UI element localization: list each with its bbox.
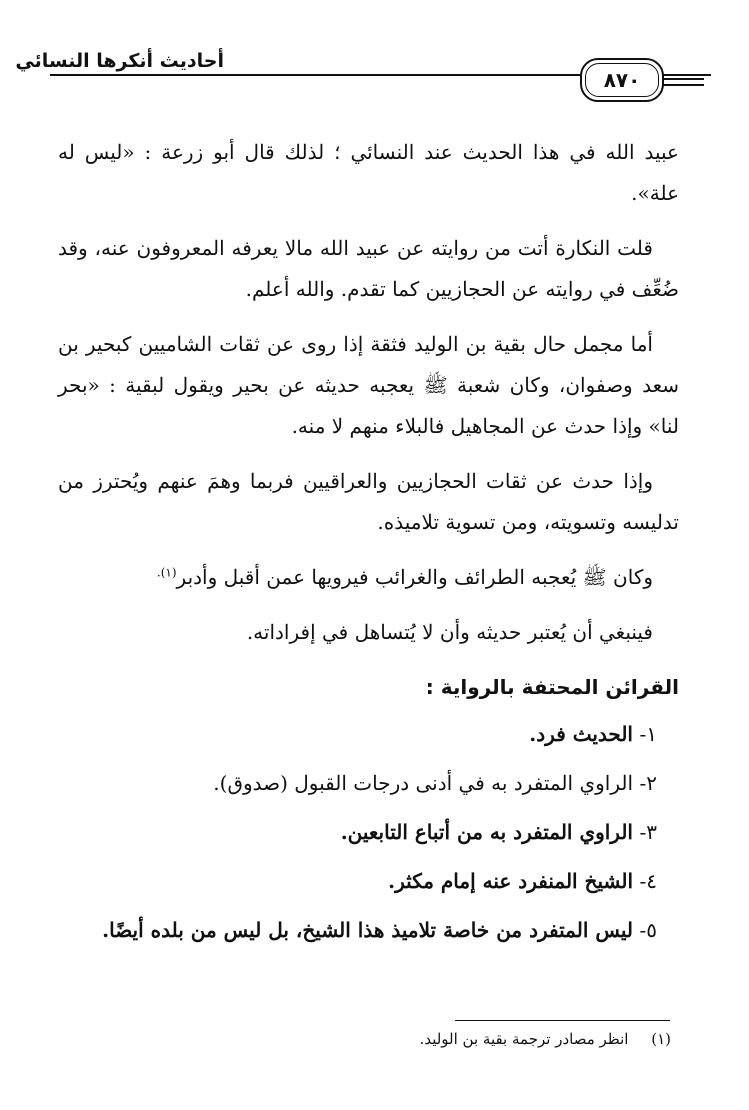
header-double-rule	[660, 78, 704, 88]
body-text	[58, 132, 679, 959]
list-item	[58, 910, 679, 951]
running-title: أحاديث أنكرها النسائي	[15, 50, 224, 72]
list-number: ٥-	[639, 918, 657, 942]
paragraph	[58, 557, 679, 598]
list-item	[58, 714, 679, 755]
paragraph: أما مجمل حال بقية بن الوليد فثقة إذا روى عن ثقات الشاميين كبحير بن سعد وصفوان، وكان شعبة ﷺ يعجبه حديثه عن بحير ويقول لبقية : «بحر لنا» وإذا حدث عن المجاهيل فالبلاء منهم لا منه.	[58, 332, 679, 438]
list-number: ٣-	[639, 820, 657, 844]
paragraph: عبيد الله في هذا الحديث عند النسائي ؛ لذلك قال أبو زرعة : «ليس له علة».	[58, 140, 679, 205]
paragraph-text: وكان ﷺ يُعجبه الطرائف والغرائب فيرويها عمن أقبل وأدبر	[176, 565, 653, 589]
list-number: ٢-	[639, 771, 657, 795]
paragraph: فينبغي أن يُعتبر حديثه وأن لا يُتساهل في إفراداته.	[246, 620, 653, 644]
footnote-reference[interactable]: (١).	[156, 565, 177, 580]
list-text: الحديث فرد.	[529, 722, 633, 746]
list-text: الراوي المتفرد به من أتباع التابعين.	[340, 820, 633, 844]
list-item	[58, 812, 679, 853]
page-number: ٨٧٠	[580, 58, 664, 102]
list-text: ليس المتفرد من خاصة تلاميذ هذا الشيخ، بل ليس من بلده أيضًا.	[102, 918, 633, 942]
footnote-rule	[455, 1020, 670, 1021]
section-heading: القرائن المحتفة بالرواية :	[425, 675, 679, 699]
paragraph: وإذا حدث عن ثقات الحجازيين والعراقيين فربما وهمَ عنهم ويُحترز من تدليسه وتسويته، ومن تسوية تلاميذه.	[58, 469, 679, 534]
list-item	[58, 861, 679, 902]
footnote-text: انظر مصادر ترجمة بقية بن الوليد.	[419, 1030, 629, 1048]
list-number: ٤-	[639, 869, 657, 893]
footnote	[420, 1030, 671, 1048]
paragraph: قلت النكارة أتت من روايته عن عبيد الله مالا يعرفه المعروفون عنه، وقد ضُعِّف في روايته عن الحجازيين كما تقدم. والله أعلم.	[58, 236, 679, 301]
list-item	[58, 763, 679, 804]
footnote-number: (١)	[651, 1030, 671, 1048]
list-text: الشيخ المنفرد عنه إمام مكثر.	[388, 869, 633, 893]
list-number: ١-	[639, 722, 657, 746]
list-text: الراوي المتفرد به في أدنى درجات القبول (صدوق).	[213, 771, 633, 795]
